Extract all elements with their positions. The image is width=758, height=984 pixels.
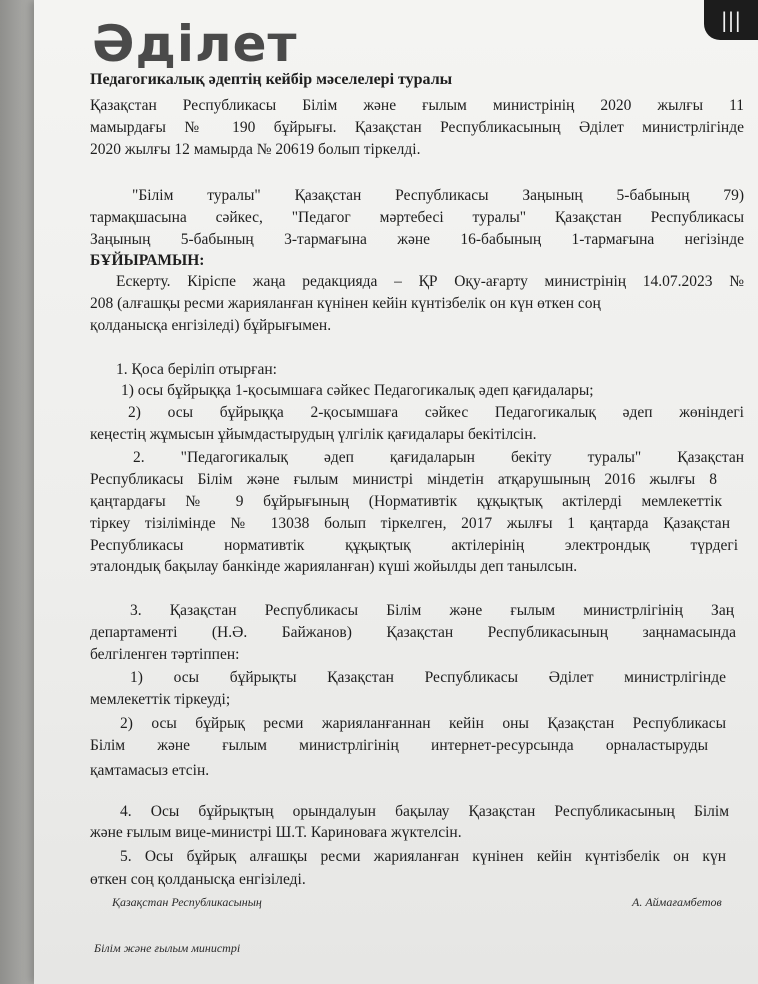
document-line: 2) осы бұйрыққа 2-қосымшаға сәйкес Педагогикалық әдеп жөніндегі <box>128 404 744 421</box>
menu-icon[interactable]: ||| <box>704 0 758 40</box>
document-line: 1) осы бұйрықты Қазақстан Республикасы Әділет министрлігінде <box>130 669 726 686</box>
document-line: БҰЙЫРАМЫН: <box>90 252 205 269</box>
document-line: Республикасы Білім және ғылым министрі міндетін атқарушының 2016 жылғы 8 <box>90 471 717 488</box>
document-line: және ғылым вице-министрі Ш.Т. Кариноваға жүктелсін. <box>90 824 462 841</box>
document-line: 1. Қоса беріліп отырған: <box>116 361 277 378</box>
document-line: қамтамасыз етсін. <box>90 762 210 779</box>
document-line: Ескерту. Кіріспе жаңа редакцияда – ҚР Оқу-ағарту министрінің 14.07.2023 № <box>116 273 744 290</box>
document-line: мемлекеттік тіркеуді; <box>90 691 231 708</box>
document-line: Республикасы нормативтік құқықтық актілерінің электрондық түрдегі <box>90 537 738 554</box>
document-line: белгіленген тәртіппен: <box>90 646 240 663</box>
signature-name: А. Аймағамбетов <box>632 895 722 909</box>
document-line: өткен соң қолданысқа енгізіледі. <box>90 871 306 888</box>
document-line: 3. Қазақстан Республикасы Білім және ғылым министрлігінің Заң <box>130 602 734 619</box>
document-line: 4. Осы бұйрықтың орындалуын бақылау Қазақстан Республикасының Білім <box>120 803 729 820</box>
document-line: Қазақстан Республикасы Білім және ғылым министрінің 2020 жылғы 11 <box>90 97 744 114</box>
document-line: Білім және ғылым министрлігінің интернет-ресурсында орналастыруды <box>90 737 708 754</box>
document-line: 2. "Педагогикалық әдеп қағидаларын бекіту туралы" Қазақстан <box>133 449 744 466</box>
document-line: эталондық бақылау банкінде жарияланған) күші жойылды деп танылсын. <box>90 558 578 575</box>
document-line: қаңтардағы № 9 бұйрығының (Нормативтік құқықтық актілерді мемлекеттік <box>90 493 722 510</box>
document-line: Заңының 5-бабының 3-тармағына және 16-бабының 1-тармағына негізінде <box>90 231 744 248</box>
document-line: 5. Осы бұйрық алғашқы ресми жарияланған күнінен кейін күнтізбелік он күн <box>120 848 726 865</box>
document-line: қолданысқа енгізіледі) бұйрығымен. <box>90 317 332 334</box>
document-title: Педагогикалық әдептің кейбір мәселелері туралы <box>90 71 453 88</box>
document-line: 1) осы бұйрыққа 1-қосымшаға сәйкес Педагогикалық әдеп қағидалары; <box>121 382 594 399</box>
document-line: мамырдағы № 190 бұйрығы. Қазақстан Республикасының Әділет министрлігінде <box>90 119 744 136</box>
adilet-logo: Әділет <box>92 15 298 73</box>
document-line: департаменті (Н.Ә. Байжанов) Қазақстан Республикасының заңнамасында <box>90 624 736 641</box>
document-line: 208 (алғашқы ресми жарияланған күнінен кейін күнтізбелік он күн өткен соң <box>90 295 601 312</box>
signature-org-line2: Білім және ғылым министрі <box>94 941 241 955</box>
signature-org-line1: Қазақстан Республикасының <box>112 895 262 909</box>
document-line: кеңестің жұмысын ұйымдастырудың үлгілік қағидалары бекітілсін. <box>90 426 537 443</box>
document-line: 2) осы бұйрық ресми жарияланғаннан кейін оны Қазақстан Республикасы <box>120 715 726 732</box>
document-line: тіркеу тізілімінде № 13038 болып тіркелген, 2017 жылғы 1 қаңтарда Қазақстан <box>90 515 730 532</box>
document-line: тармақшасына сәйкес, "Педагог мәртебесі туралы" Қазақстан Республикасы <box>90 209 744 226</box>
document-line: 2020 жылғы 12 мамырда № 20619 болып тіркелді. <box>90 141 421 158</box>
document-line: "Білім туралы" Қазақстан Республикасы Заңының 5-бабының 79) <box>132 187 744 204</box>
